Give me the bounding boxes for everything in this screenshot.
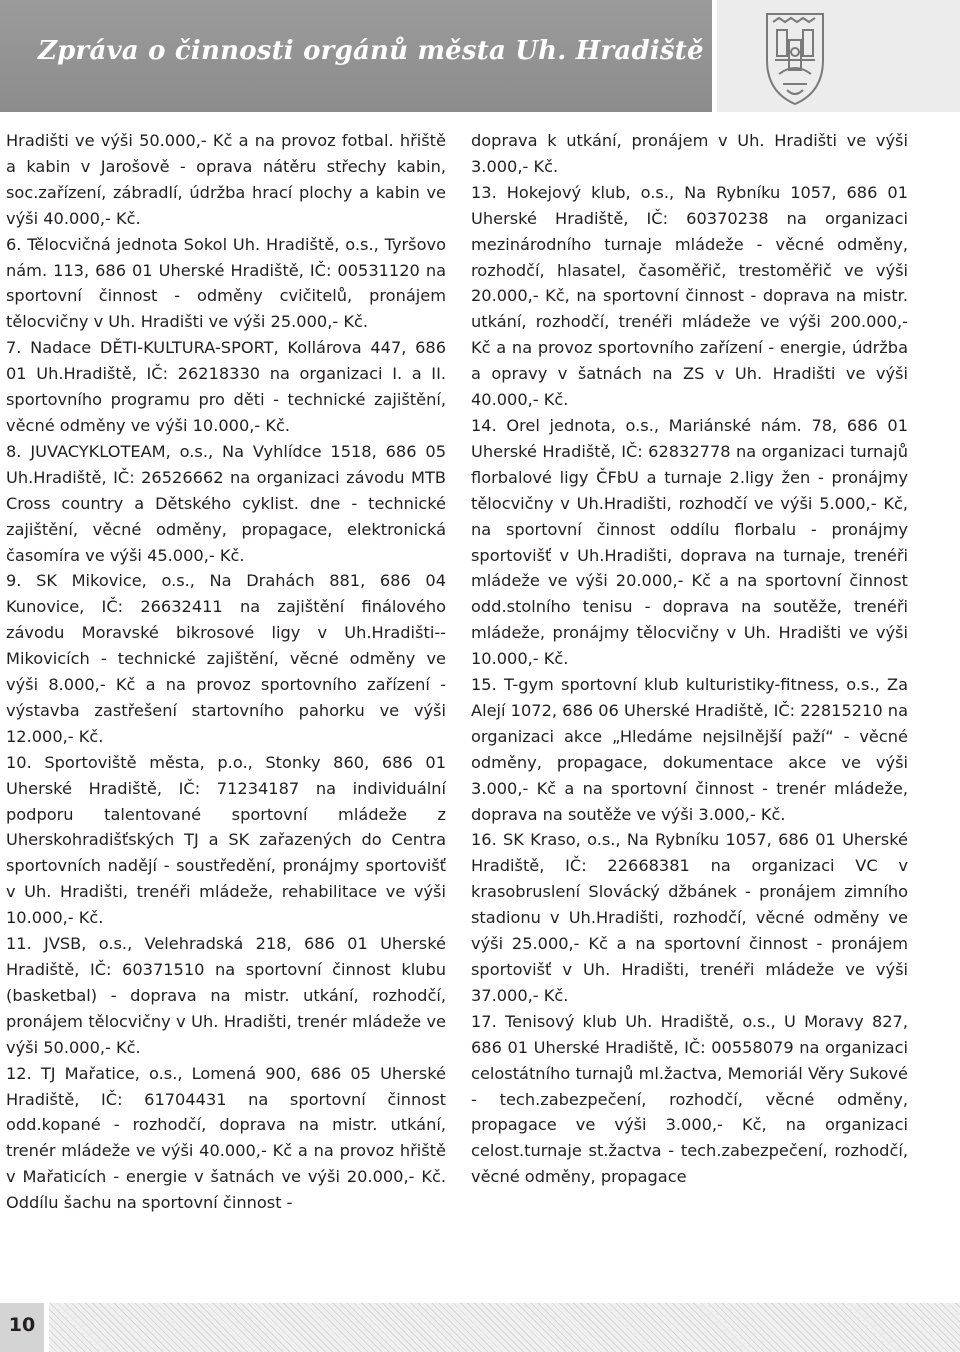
left-paragraph: 6. Tělocvičná jednota Sokol Uh. Hradiště, o.s., Tyršovo nám. 113, 686 01 Uherské Hradiště, IČ: 00531120 na sportovní činnost - odměny cvičitelů, pronájem tělocvičny v Uh. Hradišti ve výši 25.000,- Kč.	[6, 234, 446, 332]
right-paragraph: 15. T-gym sportovní klub kulturistiky-fitness, o.s., Za Alejí 1072, 686 06 Uherské Hradiště, IČ: 22815210 na organizaci akce „Hledáme nejsilnější paží“ - věcné odměny, propagace, dokumentace akce ve výši 3.000,- Kč a na sportovní činnost - trenér mládeže, doprava na soutěže ve výši 3.000,- Kč.	[471, 675, 908, 824]
left-paragraph: 8. JUVACYKLOTEAM, o.s., Na Vyhlídce 1518, 686 05 Uh.Hradiště, IČ: 26526662 na organizaci závodu MTB Cross country a Dětského cyklist. dne - technické zajištění, věcné odměny, propagace, elektronická časomíra ve výši 45.000,- Kč.	[6, 441, 446, 565]
city-coat-of-arms-icon	[717, 0, 960, 112]
left-paragraph: 9. SK Mikovice, o.s., Na Drahách 881, 686 04 Kunovice, IČ: 26632411 na zajištění finálového závodu Moravské bikrosové ligy v Uh.Hradišti--Mikovicích - technické zajištění, věcné odměny ve výši 8.000,- Kč a na provoz sportovního zařízení - výstavba zastřešení startovního pahorku ve výši 12.000,- Kč.	[6, 571, 446, 746]
footer-hatch-band	[49, 1303, 960, 1352]
left-paragraph: 12. TJ Mařatice, o.s., Lomená 900, 686 05 Uherské Hradiště, IČ: 61704431 na sportovní činnost odd.kopané - rozhodčí, doprava na mistr. utkání, trenér mládeže ve výši 40.000,- Kč a na provoz hřiště v Mařaticích - energie v šatnách ve výši 20.000,- Kč. Oddílu šachu na sportovní činnost -	[6, 1063, 446, 1213]
left-paragraph: Hradišti ve výši 50.000,- Kč a na provoz fotbal. hřiště a kabin v Jarošově - oprava nátěru střechy kabin, soc.zařízení, zábradlí, údržba hrací plochy a kabin ve výši 40.000,- Kč.	[6, 131, 446, 228]
right-paragraph: doprava k utkání, pronájem v Uh. Hradišti ve výši 3.000,- Kč.	[471, 131, 908, 176]
left-paragraph: 11. JVSB, o.s., Velehradská 218, 686 01 Uherské Hradiště, IČ: 60371510 na sportovní činnost klubu (basketbal) - doprava na mistr. utkání, rozhodčí, pronájem tělocvičny v Uh. Hradišti, trenér mládeže ve výši 50.000,- Kč.	[6, 934, 446, 1057]
page-title: Zpráva o činnosti orgánů města Uh. Hradiště	[38, 36, 704, 66]
left-paragraph: 10. Sportoviště města, p.o., Stonky 860, 686 01 Uherské Hradiště, IČ: 71234187 na individuální podporu talentované sportovní mládeže z Uherskohradišťských TJ a SK zařazených do Centra sportovních nadějí - soustředění, pronájmy sportovišť v Uh. Hradišti, trenéři mládeže, rehabilitace ve výši 10.000,- Kč.	[6, 752, 446, 928]
right-paragraph: 17. Tenisový klub Uh. Hradiště, o.s., U Moravy 827, 686 01 Uherské Hradiště, IČ: 00558079 na organizaci celostátního turnajů ml.žactva, Memoriál Věry Sukové - tech.zabezpečení, rozhodčí, věcné odměny, propagace ve výši 3.000,- Kč, na organizaci celost.turnaje st.žactva - tech.zabezpečení, rozhodčí, věcné odměny, propagace	[471, 1011, 908, 1187]
page-number: 10	[8, 1314, 36, 1336]
right-column	[471, 128, 908, 1190]
right-paragraph: 14. Orel jednota, o.s., Mariánské nám. 78, 686 01 Uherské Hradiště, IČ: 62832778 na organizaci turnajů florbalové ligy ČFbU a turnaje 2.ligy žen - pronájmy tělocvičny v Uh.Hradišti, rozhodčí ve výši 5.000,- Kč, na sportovní činnost oddílu florbalu - pronájmy sportovišť v Uh.Hradišti, doprava na turnaje, trenéři mládeže ve výši 20.000,- Kč a na sportovní činnost odd.stolního tenisu - doprava na soutěže, trenéři mládeže, pronájmy tělocvičny v Uh. Hradišti ve výši 10.000,- Kč.	[471, 415, 908, 669]
right-paragraph: 16. SK Kraso, o.s., Na Rybníku 1057, 686 01 Uherské Hradiště, IČ: 22668381 na organizaci VC v krasobruslení Slovácký džbánek - pronájem zimního stadionu v Uh.Hradišti, rozhodčí, věcné odměny ve výši 25.000,- Kč a na sportovní činnost - pronájem sportovišť v Uh. Hradišti, trenéři mládeže ve výši 37.000,- Kč.	[471, 830, 908, 1005]
left-column	[6, 128, 446, 1216]
left-paragraph: 7. Nadace DĚTI-KULTURA-SPORT, Kollárova 447, 686 01 Uh.Hradiště, IČ: 26218330 na organizaci I. a II. sportovního programu pro děti - technické zajištění, věcné odměny ve výši 10.000,- Kč.	[6, 338, 446, 435]
header-band	[0, 0, 712, 112]
logo-box	[717, 0, 960, 112]
page-header	[0, 0, 960, 112]
right-paragraph: 13. Hokejový klub, o.s., Na Rybníku 1057, 686 01 Uherské Hradiště, IČ: 60370238 na organizaci mezinárodního turnaje mládeže - věcné odměny, rozhodčí, hlasatel, časoměřič, trestoměřič ve výši 20.000,- Kč, na sportovní činnost - doprava na mistr. utkání, rozhodčí, trenéři mládeže ve výši 200.000,- Kč a na provoz sportovního zařízení - energie, údržba a opravy v šatnách na ZS v Uh. Hradišti ve výši 40.000,- Kč.	[471, 182, 908, 410]
